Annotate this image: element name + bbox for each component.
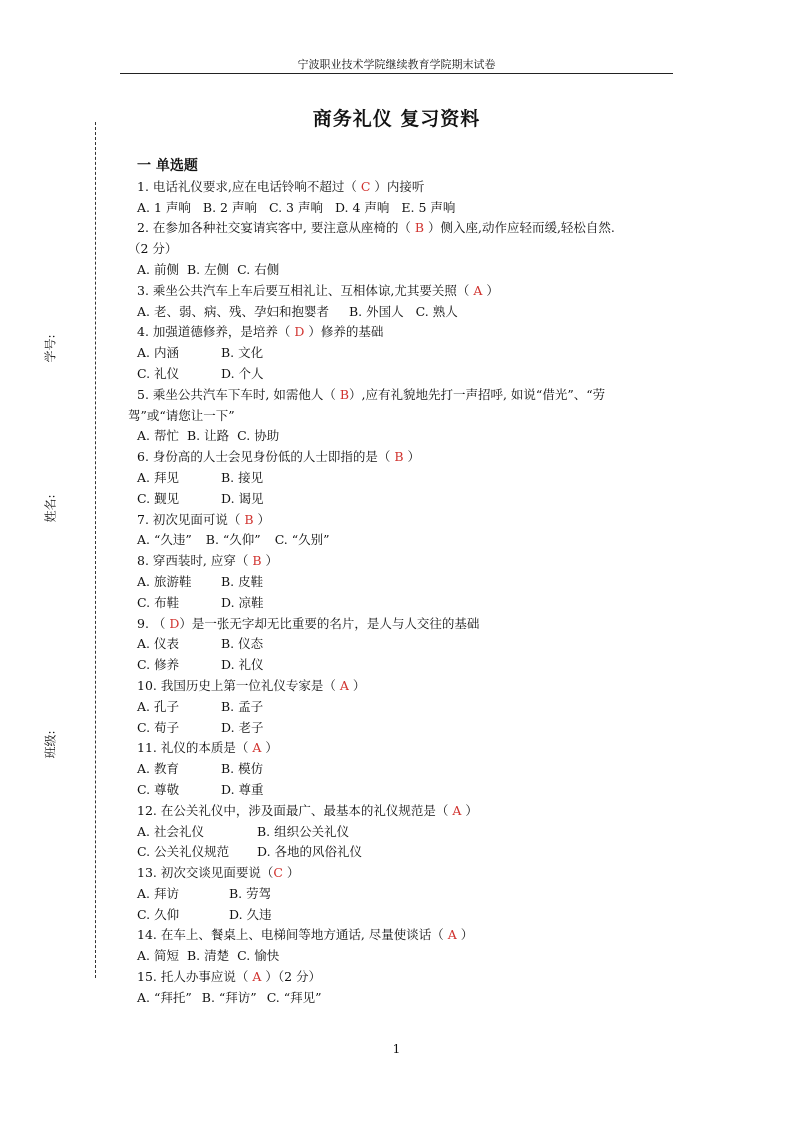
option: B. 2 声响 (202, 199, 257, 215)
option: C. 公关礼仪规范 (137, 844, 230, 860)
options-10b (128, 718, 678, 739)
header-rule (120, 73, 673, 74)
question-text: ） (348, 677, 366, 693)
question-text: 2. 在参加各种社交宴请宾客中, 要注意从座椅的（ (137, 220, 415, 236)
question-text: ）修养的基础 (304, 324, 384, 340)
option: C. 荀子 (137, 719, 180, 735)
option: C. 觐见 (137, 490, 180, 506)
option: D. 各地的风俗礼仪 (257, 844, 363, 860)
option: A. 简短 (137, 948, 179, 964)
options-13b (128, 905, 678, 926)
option: C. 礼仪 (137, 365, 180, 381)
exam-header: 宁波职业技术学院继续教育学院期末试卷 (297, 58, 496, 71)
answer: C (273, 865, 283, 881)
question-15 (128, 967, 678, 988)
options-4b (128, 364, 678, 385)
option: C. “久别” (274, 532, 330, 548)
options-13a (128, 884, 678, 905)
answer: B (394, 449, 404, 465)
options-1 (128, 198, 678, 219)
question-11 (128, 738, 678, 759)
option: B. 文化 (221, 345, 264, 361)
options-8b (128, 593, 678, 614)
option: D. 凉鞋 (221, 594, 264, 610)
options-4a (128, 343, 678, 364)
question-5-continued: 驾”或“请您让一下” (128, 407, 235, 423)
page-number: 1 (392, 1042, 401, 1056)
question-text: ）内接听 (370, 178, 425, 194)
option: C. 尊敬 (137, 781, 180, 797)
question-text: 12. 在公关礼仪中，涉及面最广、最基本的礼仪规范是（ (137, 802, 453, 818)
option: C. 协助 (237, 428, 280, 444)
binding-dashed-line (95, 122, 96, 978)
class-label: 班级: (43, 730, 58, 759)
question-text: 10. 我国历史上第一位礼仪专家是（ (137, 677, 340, 693)
option: A. 前侧 (137, 261, 179, 277)
option: D. 礼仪 (221, 657, 264, 673)
option: B. 左侧 (186, 261, 230, 277)
question-text: ） (261, 740, 278, 756)
question-text: ） (403, 449, 421, 465)
option: D. 4 声响 (334, 199, 390, 215)
options-14 (128, 946, 678, 967)
answer: B (414, 220, 425, 236)
answer: A (447, 927, 457, 943)
answer: A (473, 282, 483, 298)
question-text: 15. 托人办事应说（ (137, 969, 253, 985)
question-text: ） (261, 553, 278, 569)
option: A. 拜访 (137, 885, 179, 901)
option: C. 布鞋 (137, 594, 180, 610)
option: B. 外国人 (348, 303, 404, 319)
option: C. 3 声响 (268, 199, 323, 215)
question-1 (128, 177, 678, 198)
options-11a (128, 759, 678, 780)
options-11b (128, 780, 678, 801)
question-text: ）,应有礼貌地先打一声招呼, 如说“借光”、“劳 (349, 386, 606, 402)
question-text: 6. 身份高的人士会见身份低的人士即指的是（ (137, 449, 395, 465)
answer: A (252, 969, 262, 985)
option: A. 帮忙 (137, 428, 179, 444)
question-text: ） (282, 865, 300, 881)
options-9a (128, 634, 678, 655)
question-text: ）侧入座,动作应轻而缓,轻松自然. (424, 220, 615, 236)
question-text: 3. 乘坐公共汽车上车后要互相礼让、互相体谅,尤其要关照（ (137, 282, 474, 298)
question-14 (128, 925, 678, 946)
options-3 (128, 302, 678, 323)
option: B. 劳驾 (229, 885, 272, 901)
option: B. “久仰” (205, 532, 261, 548)
option: A. 孔子 (137, 698, 179, 714)
options-5 (128, 426, 678, 447)
question-13 (128, 863, 678, 884)
option: A. 教育 (137, 761, 179, 777)
answer: A (452, 802, 462, 818)
question-text: 1. 电话礼仪要求,应在电话铃响不超过（ (137, 178, 361, 194)
question-2-continued: （2 分） (128, 241, 178, 257)
question-text: 8. 穿西装时, 应穿（ (137, 553, 253, 569)
option: C. 久仰 (137, 906, 180, 922)
question-text: 5. 乘坐公共汽车下车时, 如需他人（ (137, 386, 340, 402)
option: A. 老、弱、病、残、孕妇和抱婴者 (137, 303, 329, 319)
question-6 (128, 447, 678, 468)
option: A. “久违” (137, 532, 192, 548)
option: C. “拜见” (266, 989, 322, 1005)
option: B. 让路 (186, 428, 230, 444)
answer: B (252, 553, 262, 569)
question-list (128, 156, 678, 1009)
question-text: ） (482, 282, 499, 298)
option: C. 右侧 (237, 261, 280, 277)
options-8a (128, 572, 678, 593)
options-15 (128, 988, 678, 1009)
section-title: 一 单选题 (137, 158, 198, 174)
options-10a (128, 697, 678, 718)
question-9 (128, 614, 678, 635)
option: A. 仪表 (137, 636, 179, 652)
question-10 (128, 676, 678, 697)
options-9b (128, 655, 678, 676)
option: B. 模仿 (221, 761, 264, 777)
question-12 (128, 801, 678, 822)
option: B. 皮鞋 (221, 573, 264, 589)
option: D. 个人 (221, 365, 264, 381)
question-text: ） (461, 802, 478, 818)
options-2 (128, 260, 678, 281)
question-text: 13. 初次交谈见面要说（ (137, 865, 274, 881)
option: D. 尊重 (221, 781, 264, 797)
question-text: ） (456, 927, 474, 943)
question-2 (128, 218, 678, 239)
answer: C (360, 178, 371, 194)
answer: B (244, 511, 254, 527)
options-12a (128, 822, 678, 843)
option: A. “拜托” (137, 989, 192, 1005)
option: B. “拜访” (201, 989, 257, 1005)
question-text: ）是一张无字却无比重要的名片，是人与人交往的基础 (179, 615, 480, 631)
question-7 (128, 510, 678, 531)
option: B. 接见 (221, 469, 264, 485)
option: A. 社会礼仪 (137, 823, 204, 839)
option: C. 修养 (137, 657, 180, 673)
option: C. 熟人 (415, 303, 458, 319)
name-label: 姓名: (43, 494, 58, 523)
answer: D (169, 615, 180, 631)
page-title: 商务礼仪 复习资料 (312, 108, 481, 130)
question-text: 14. 在车上、餐桌上、电梯间等地方通话, 尽量使谈话（ (137, 927, 448, 943)
option: A. 旅游鞋 (137, 573, 192, 589)
question-text: 9. （ (137, 615, 170, 631)
question-text: 4. 加强道德修养，是培养（ (137, 324, 295, 340)
options-6b (128, 489, 678, 510)
options-6a (128, 468, 678, 489)
option: D. 久违 (229, 906, 272, 922)
options-12b (128, 842, 678, 863)
answer: B (339, 386, 350, 402)
question-4 (128, 322, 678, 343)
answer: D (294, 324, 305, 340)
option: A. 1 声响 (137, 199, 191, 215)
option: A. 内涵 (137, 345, 179, 361)
answer: A (339, 677, 349, 693)
question-text: 7. 初次见面可说（ (137, 511, 245, 527)
question-5 (128, 385, 678, 406)
question-text: 11. 礼仪的本质是（ (137, 740, 253, 756)
option: B. 仪态 (221, 636, 264, 652)
option: B. 组织公关礼仪 (257, 823, 350, 839)
question-3 (128, 281, 678, 302)
question-8 (128, 551, 678, 572)
option: D. 老子 (221, 719, 264, 735)
answer: A (252, 740, 262, 756)
student-id-label: 学号: (43, 334, 58, 363)
option: C. 愉快 (237, 948, 280, 964)
option: D. 谒见 (221, 490, 264, 506)
question-text: ）（2 分） (261, 969, 322, 985)
option: B. 孟子 (221, 698, 264, 714)
option: A. 拜见 (137, 469, 179, 485)
options-7 (128, 530, 678, 551)
option: B. 清楚 (186, 948, 230, 964)
option: E. 5 声响 (401, 199, 456, 215)
question-text: ） (253, 511, 271, 527)
